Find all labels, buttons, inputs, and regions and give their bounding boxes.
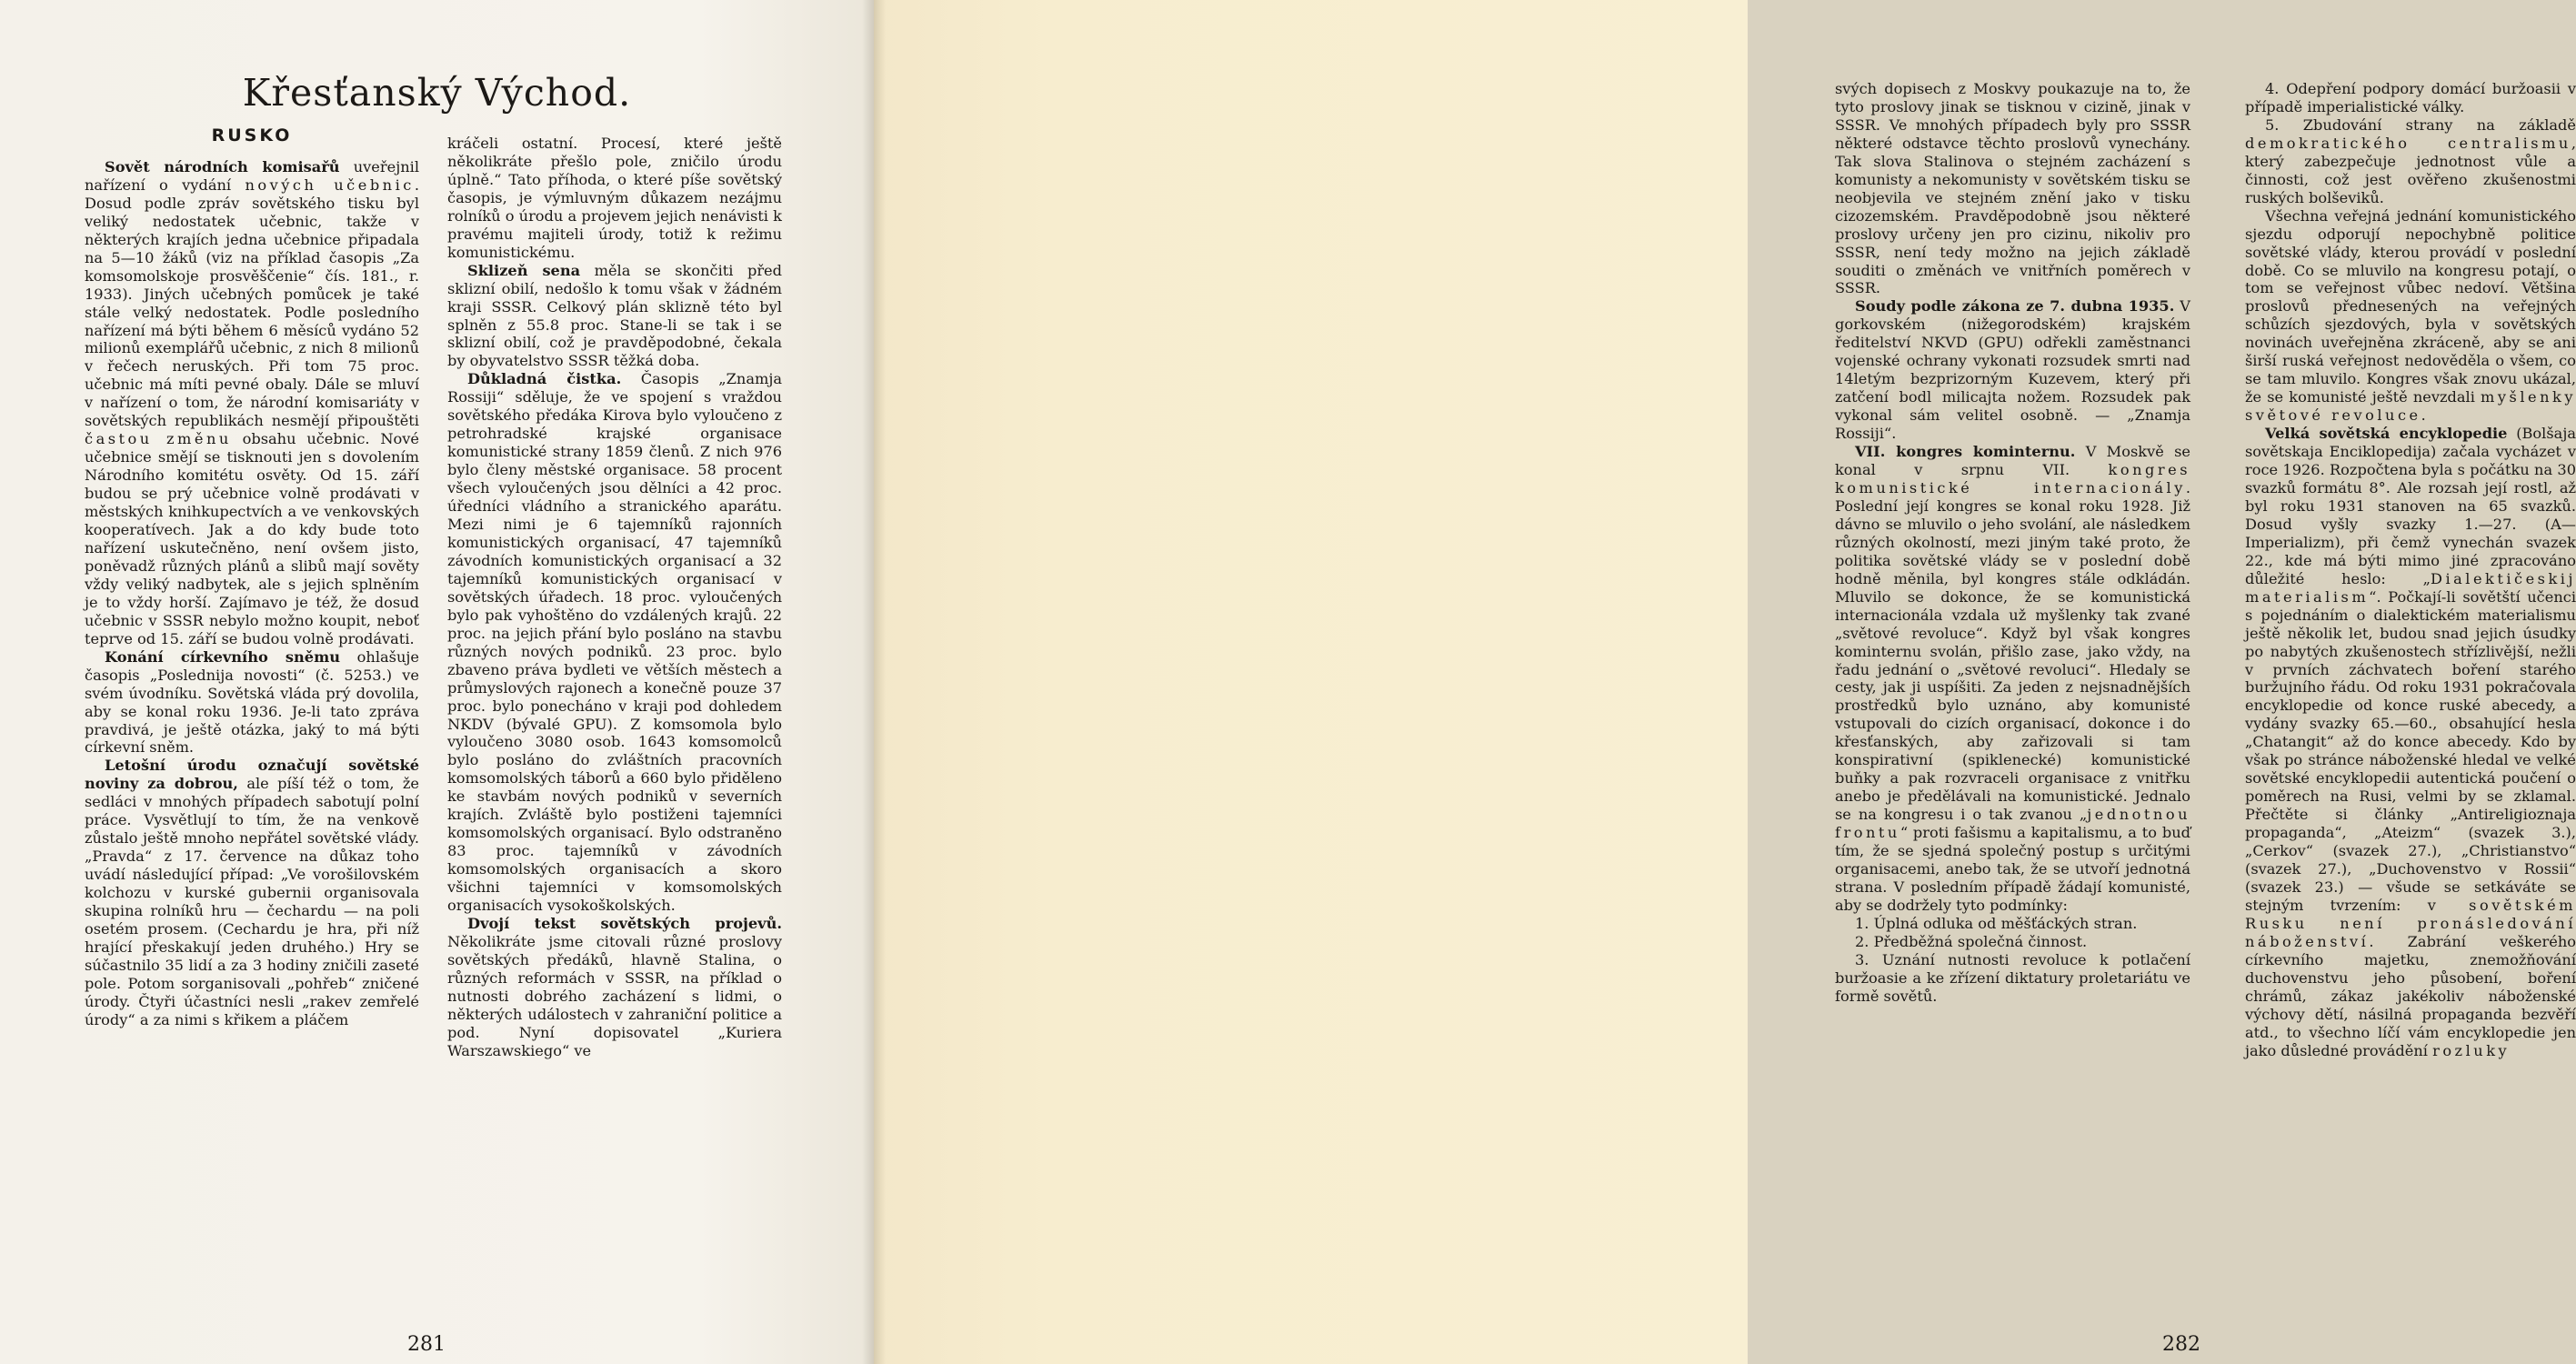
page-title: Křesťanský Východ. xyxy=(242,71,632,115)
paragraph-lead: Soudy podle zákona ze 7. dubna 1935. xyxy=(1855,297,2175,316)
paragraph xyxy=(85,757,419,1028)
paragraph-lead: Sovět národních komisařů xyxy=(105,157,340,176)
paragraph-text: obsahu učebnic. Nové učebnice smějí se tisknouti jen s dovolením Národního komitétu osvěty. Od 15. září budou se prý učebnice volně prodávati v městských knihkupectvích a ve venkovských kooperatívech. Jak a do kdy bude toto nařízení uskutečněno, není ovšem jisto, poněvadž různých plánů a slibů mají sověty vždy veliký nadbytek, ale s jejich splněním je to vždy horší. Zajímavo je též, že dosud učebnic v SSSR nebylo možno koupit, neboť teprve od 15. září se budou volně prodávati. xyxy=(85,430,419,647)
paragraph xyxy=(1835,951,2190,1006)
paragraph-text: měla se skončiti před sklizní obilí, nedošlo k tomu však v žádném kraji SSSR. Celkový plán sklizně této byl splněn z 55.8 proc. Stane-li se tak i se sklizní obilí, což je pravděpodobné, čekala by obyvatelstvo SSSR těžká doba. xyxy=(447,261,782,370)
paragraph-text: Několikráte jsme citovali různé proslovy sovětských předáků, hlavně Stalina, o různých reformách v SSSR, na příklad o nutnosti dobrého zacházení s lidmi, o některých událostech v zahraniční politice a pod. Nyní dopisovatel „Kuriera Warszawskiego“ ve xyxy=(447,932,782,1059)
paragraph-text: (Bolšaja sovětskaja Enciklopedija) začala vycházet v roce 1926. Rozpočtena byla s počátku na 30 svazků formátu 8°. Ale rozsah její rostl, až byl roku 1931 stanoven na 65 svazků. Dosud vyšly svazky 1.—27. (A—Imperializm), při čemž vynechán svazek 22., kde má býti mimo jiné zpracováno důležité heslo: „ xyxy=(2245,425,2576,587)
paragraph-text: Časopis „Znamja Rossiji“ sděluje, že ve spojení s vraždou sovětského předáka Kirova bylo vyloučeno z petrohradské krajské organisace komunistické strany 1859 členů. Z nich 976 bylo členy městské organisace. 58 procent všech vyloučených jsou dělníci a 42 proc. úředníci vládního a stranického aparátu. Mezi nimi je 6 tajemníků rajonních komunistických organisací, 47 tajemníků závodních komunistických organisací a 32 tajemníků komunistických organisací v sovětských úřadech. 18 proc. vyloučených bylo pak vyhoštěno do vzdálených krajů. 22 proc. na jejich přání bylo posláno na stavbu různých nových podniků. 23 proc. bylo zbaveno práva bydleti ve větších městech a průmyslových rajonech a konečně pouze 37 proc. bylo ponecháno v kraji pod dohledem NKDV (bývalé GPU). Z komsomola bylo vyloučeno 3080 osob. 1643 komsomolců bylo posláno do zvláštních pracovních komsomolských táborů a 660 bylo přiděleno ke stavbám nových podniků v severních krajích. Zvláště bylo postiženi tajemníci komsomolských organisací. Bylo odstraněno 83 proc. tajemníků v závodních komsomolských organisacích a skoro všichni tajemníci v komsomolských organisacích vysokoškolských. xyxy=(447,370,782,915)
section-heading: RUSKO xyxy=(211,125,293,145)
book-gutter xyxy=(862,0,886,1364)
paragraph-text: kráčeli ostatní. Procesí, které ještě několikráte přešlo pole, zničilo úrodu úplně.“ Tato příhoda, o které píše sovětský časopis, je výmluvným důkazem nezájmu rolníků o úrodu a projevem jejich nenávisti k pravému majiteli úrody, totiž k režimu komunistickému. xyxy=(447,135,782,261)
paragraph-lead: Velká sovětská encyklopedie xyxy=(2265,425,2508,443)
paragraph-text: ohlašuje časopis „Poslednija novosti“ (č. 5253.) ve svém úvodníku. Sovětská vláda prý dovolila, aby se konal roku 1936. Je-li tato zpráva pravdivá, je ještě otázka, jaký to má býti církevní sněm. xyxy=(85,647,419,757)
paragraph-text: 5. Zbudování strany na základě xyxy=(2265,115,2576,134)
left-page xyxy=(0,0,874,1364)
paragraph xyxy=(1835,80,2190,297)
column-3 xyxy=(1835,80,2190,1006)
paragraph xyxy=(447,370,782,915)
paragraph-text: . Dosud podle zpráv sovětského tisku byl veliký nedostatek učebnic, takže v některých krajích jedna učebnice připadala na 5—10 žáků (viz na příklad časopis „Za komsomolskoje prosvěščenie“ čís. 181., r. 1933). Jiných učebných pomůcek je také stále velký nedostatek. Podle posledního nařízení má býti během 6 měsíců vydáno 52 milionů exemplářů učebnic, z nich 8 milionů v řečech neruských. Při tom 75 proc. učebnic má míti pevné obaly. Dále se mluví v nařízení o tom, že národní komisariáty v sovětských republikách nesmějí připouštěti xyxy=(85,176,420,430)
paragraph-lead: Sklizeň sena xyxy=(467,261,581,279)
paragraph-text: 3. Uznání nutnosti revoluce k potlačení buržoasie a ke zřízení diktatury proletariátu ve formě sovětů. xyxy=(1835,950,2190,1005)
paragraph-text: V gorkovském (nižegorodském) krajském ředitelství NKVD (GPU) odřekli zaměstnanci vojenské ochrany vykonati rozsudek smrti nad 14letým bezprizorným Kuzevem, který při zatčení bodl milicajta nožem. Rozsudek pak vykonal sám velitel osobně. — „Znamja Rossiji“. xyxy=(1835,297,2190,443)
paragraph-lead: Důkladná čistka. xyxy=(467,370,622,388)
paragraph xyxy=(1835,915,2190,933)
paragraph xyxy=(85,648,419,757)
paragraph-text: 2. Předběžná společná činnost. xyxy=(1855,932,2088,950)
spaced-emphasis: Dialektičeskij materialism xyxy=(2245,569,2576,606)
paragraph-lead: Konání církevního sněmu xyxy=(105,647,340,666)
paragraph xyxy=(447,915,782,1060)
paragraph-text: 4. Odepření podpory domácí buržoasii v případě imperialistické války. xyxy=(2245,80,2576,115)
page-number: 281 xyxy=(407,1333,446,1356)
paragraph-lead: Letošní úrodu označují sovětské noviny za dobrou, xyxy=(85,757,419,793)
spaced-emphasis: rozluky xyxy=(2432,1041,2511,1059)
paragraph xyxy=(1835,933,2190,951)
page-number: 282 xyxy=(2162,1333,2200,1356)
spaced-emphasis: myšlenky světové revoluce xyxy=(2245,388,2576,425)
paragraph xyxy=(1835,297,2190,443)
paragraph xyxy=(2245,425,2576,1059)
paragraph-text: “. Počkají-li sovětští učenci s pojednáním o dialektickém materialismu ještě několik let, budou snad jejich úsudky po nabytých zkušenostech střízlivější, nežli v prvních záchvatech boření starého buržujního řádu. Od roku 1931 pokračovala encyklopedie od konce ruské abecedy, a vydány svazky 65.—60., obsahující hesla „Chatangit“ až do konce abecedy. Kdo by však po stránce náboženské hledal ve velké sovětské encyklopedii autentická poučení o poměrech na Rusi, velmi by se zklamal. Přečtěte si články „Antireligioznaja propaganda“, „Ateizm“ (svazek 3.), „Cerkov“ (svazek 27.), „Christianstvo“ (svazek 27.), „Duchovenstvo v Rossii“ (svazek 23.) — všude se setkáváte se stejným tvrzením: xyxy=(2245,587,2576,914)
paragraph-text: . xyxy=(2421,406,2426,425)
paragraph-text: uveřejnil nařízení o vydání xyxy=(85,157,419,194)
column-1 xyxy=(85,127,419,1029)
paragraph-text: V Moskvě se konal v srpnu VII. xyxy=(1835,443,2190,479)
paragraph xyxy=(2245,80,2576,116)
paragraph xyxy=(2245,116,2576,207)
paragraph xyxy=(447,262,782,371)
spaced-emphasis: častou změnu xyxy=(85,430,232,448)
paragraph-lead: Dvojí tekst sovětských projevů. xyxy=(467,914,782,932)
paragraph xyxy=(1835,443,2190,915)
paragraph-text: . Zabrání veškerého církevního majetku, znemožňování duchovenstvu jeho působení, boření chrámů, zákaz jakékoliv náboženské výchovy dětí, násilná propaganda bezvěří atd., to všechno líčí vám encyklopedie jen jako důsledné provádění xyxy=(2245,932,2576,1059)
column-1-body xyxy=(85,158,419,1029)
column-2 xyxy=(447,135,782,1060)
spaced-emphasis: v sovětském Rusku není pronásledování náboženství xyxy=(2245,896,2576,950)
column-4 xyxy=(2245,80,2576,1059)
spaced-emphasis: demokratického centralismu xyxy=(2245,134,2571,152)
paragraph-text: ale píší též o tom, že sedláci v mnohých případech sabotují polní práce. Vysvětlují to tím, že na venkově zůstalo ještě mnoho nepřátel sovětské vlády. „Pravda“ z 17. července na důkaz toho uvádí následující případ: „Ve vorošilovském kolchozu v kurské gubernii organisovala skupina rolníků hru — čechardu — na poli osetém prosem. (Cechardu je hra, při níž hrající přeskakují jeden druhého.) Hry se súčastnilo 35 lidí a za 3 hodiny zničili zaseté pole. Potom sorganisovali „pohřeb“ zničené úrody. Čtyři účastníci nesli „rakev zemřelé úrody“ a za nimi s křikem a pláčem xyxy=(85,775,419,1028)
paragraph-text: . Poslední její kongres se konal roku 1928. Již dávno se mluvilo o jeho svolání, ale následkem různých okolností, mezi jiným také proto, že politika sovětské vlády se v poslední době hodně měnila, byl kongres stále odkládán. Mluvilo se dokonce, že se komunistická internacionála vzdala už myšlenky tak zvané „světové revoluce“. Když byl však kongres kominternu svolán, přišlo zase, jako vždy, na řadu jednání o „světové revoluci“. Hledaly se cesty, jak ji uspíšiti. Za jeden z nejsnadnějších prostředků bylo uznáno, aby komunisté vstupovali do cizích organisací, dokonce i do křesťanských, aby zařizovali si tam konspirativní (spiklenecké) komunistické buňky a pak rozvraceli organisace z vnitřku anebo je předělávali na komunistické. Jednalo se na kongresu i o tak zvanou „ xyxy=(1835,478,2190,824)
paragraph-text: Všechna veřejná jednání komunistického sjezdu odporují nepochybně politice sovětské vlády, kterou provádí v poslední době. Co se mluvilo na kongresu potají, o tom se veřejnost vůbec nedoví. Většina proslovů přednesených na veřejných schůzích sjezdových, byla v sovětských novinách uveřejněna zkráceně, aby se ani širší ruská veřejnost nedověděla o všem, co se tam mluvilo. Kongres však znovu ukázal, že se komunisté ještě nevzdali xyxy=(2245,206,2576,406)
paragraph xyxy=(2245,207,2576,425)
paragraph-lead: VII. kongres kominternu. xyxy=(1855,443,2076,461)
paragraph-text: svých dopisech z Moskvy poukazuje na to, že tyto proslovy jinak se tisknou v cizině, jinak v SSSR. Ve mnohých případech byly pro SSSR některé odstavce těchto proslovů vynechány. Tak slova Stalinova o stejném zacházení s komunisty a nekomunisty v sovětském tisku se neobjevila ve stejném znění jako v tisku cizozemském. Pravděpodobně jsou některé proslovy určeny jen pro cizinu, nikoliv pro SSSR, není tedy možno na jejich základě souditi o změnách ve vnitřních poměrech v SSSR. xyxy=(1835,80,2190,297)
paragraph xyxy=(85,158,419,648)
paragraph xyxy=(447,135,782,262)
paragraph-text: , který zabezpečuje jednotnost vůle a činnosti, což jest ověřeno zkušenostmi ruských bolševiků. xyxy=(2245,134,2576,206)
spaced-emphasis: nových učebnic xyxy=(245,176,415,194)
spaced-emphasis: kongres komunistické internacionály xyxy=(1835,461,2190,496)
paragraph-text: 1. Úplná odluka od měšťáckých stran. xyxy=(1855,914,2138,932)
spaced-emphasis: jednotnou frontu xyxy=(1835,806,2190,842)
paragraph-text: “ proti fašismu a kapitalismu, a to buď tím, že se sjedná společný postup s určitými organisacemi, anebo tak, že se utvoří jednotná strana. V posledním případě žádají komunisté, aby se dodržely tyto podmínky: xyxy=(1835,824,2190,914)
right-page xyxy=(874,0,2576,1364)
